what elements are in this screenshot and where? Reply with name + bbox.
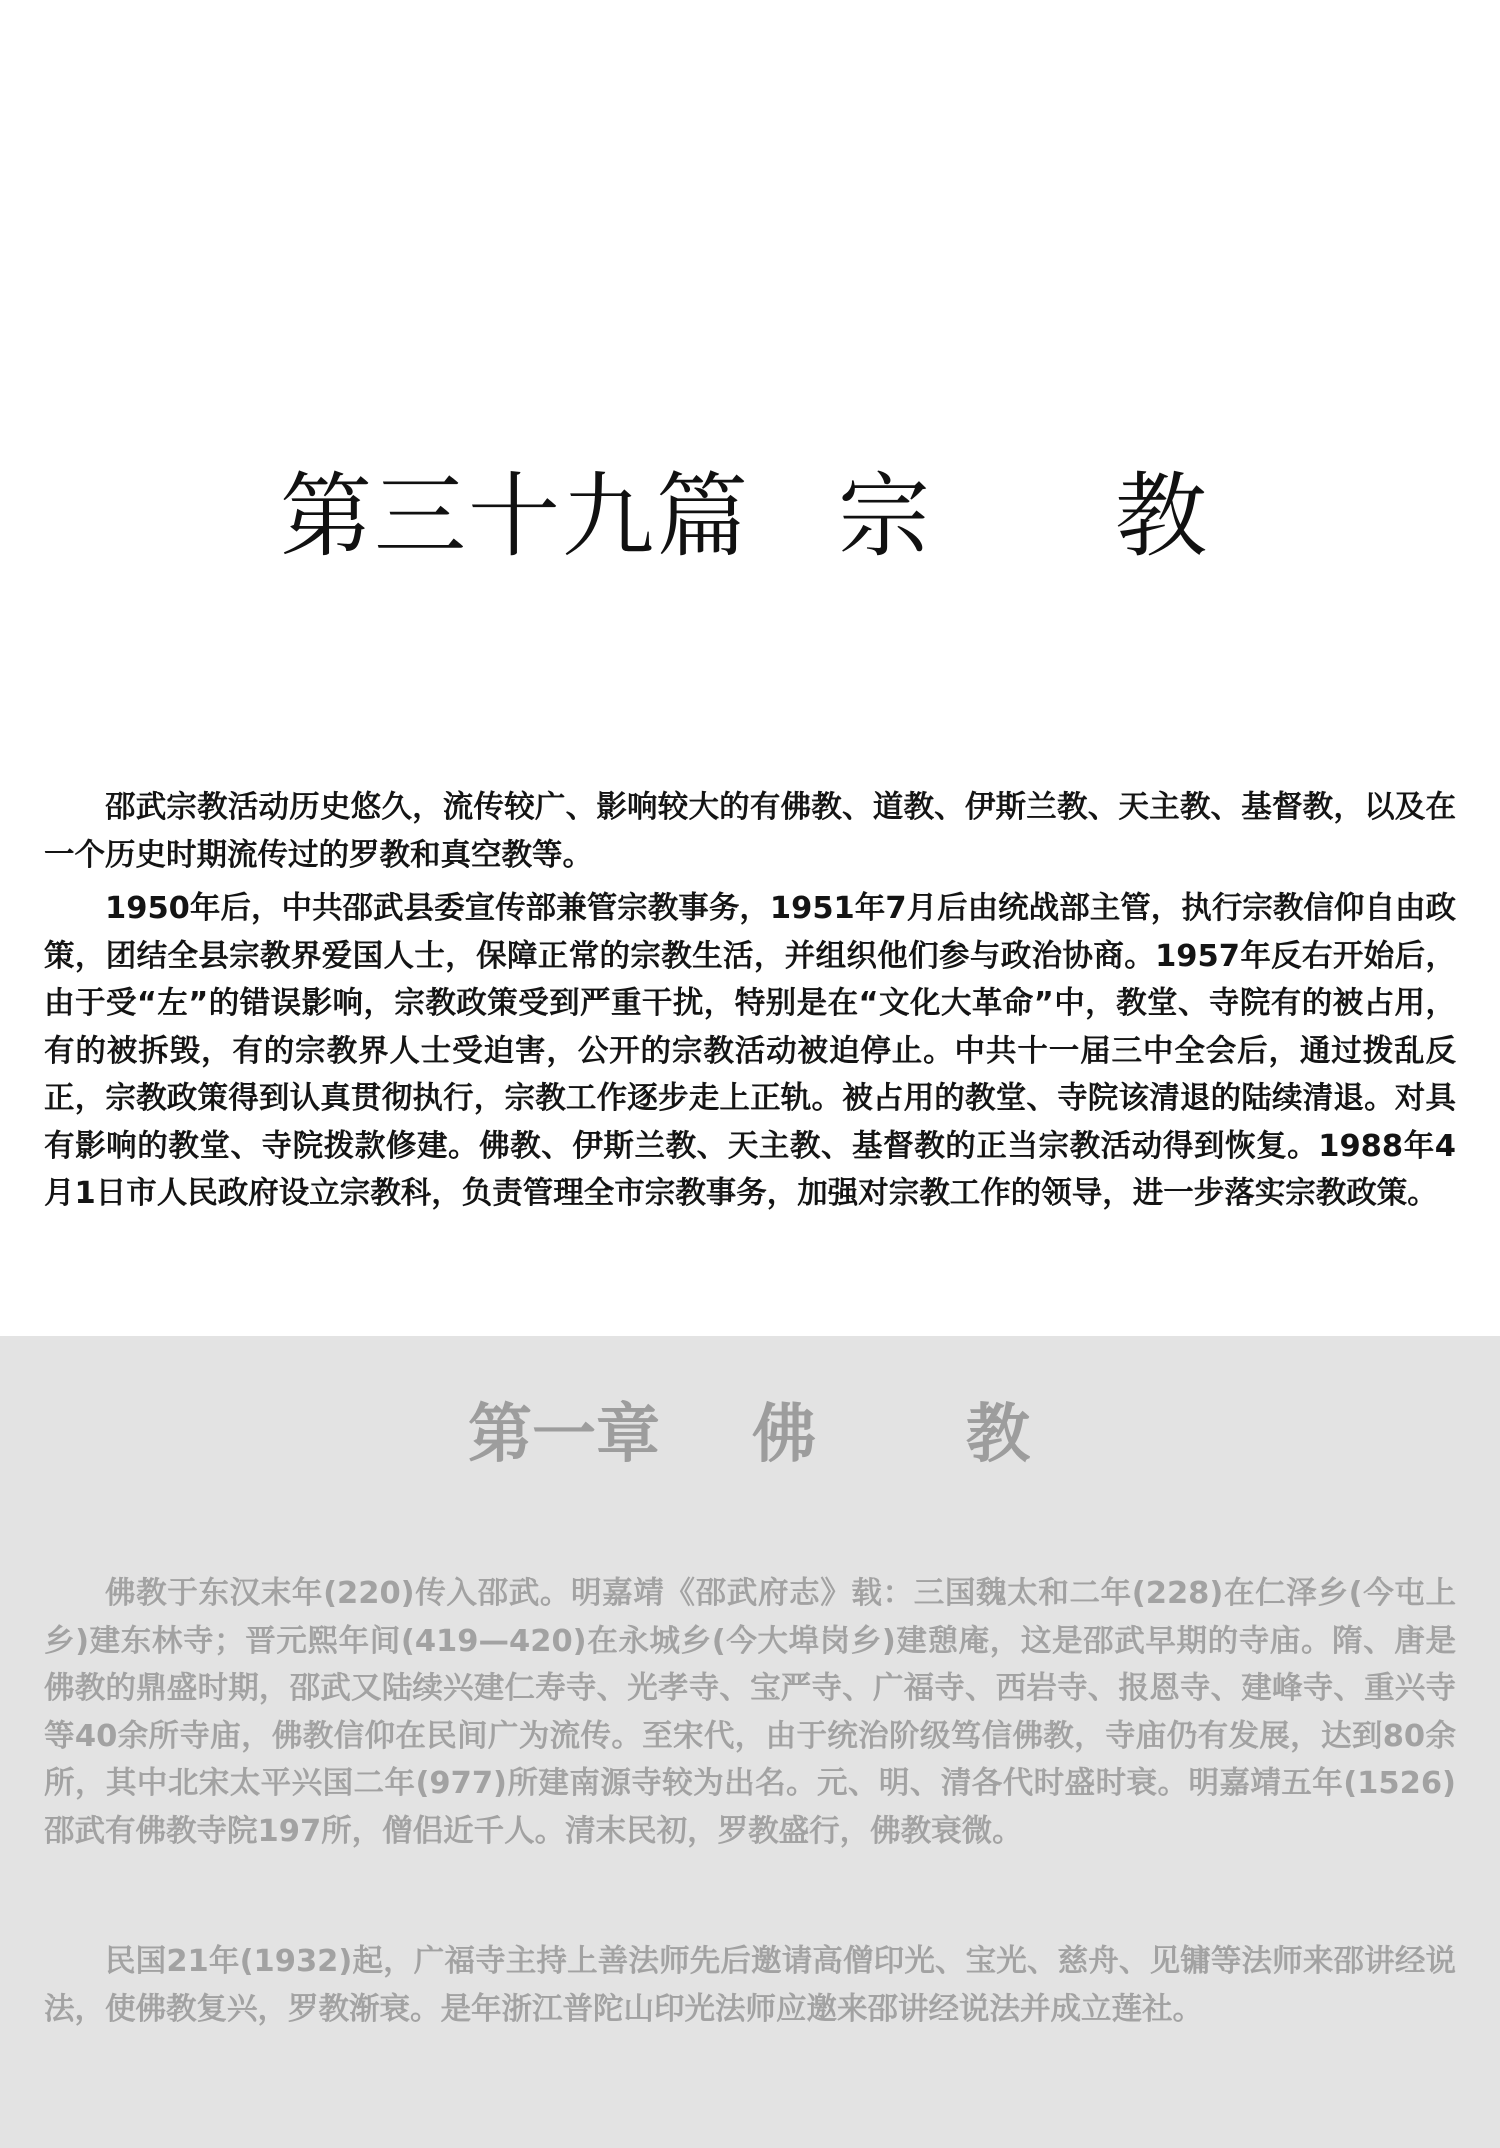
chapter-paragraph: 佛教于东汉末年(220)传入邵武。明嘉靖《邵武府志》载：三国魏太和二年(228)在仁泽乡(今屯上乡)建东林寺；晋元熙年间(419—420)在永城乡(今大埠岗乡)建憩庵，这是邵武早期的寺庙。隋、唐是佛教的鼎盛时期，邵武又陆续兴建仁寿寺、光孝寺、宝严寺、广福寺、西岩寺、报恩寺、建峰寺、重兴寺等40余所寺庙，佛教信仰在民间广为流传。至宋代，由于统治阶级笃信佛教，寺庙仍有发展，达到80余所，其中北宋太平兴国二年(977)所建南源寺较为出名。元、明、清各代时盛时衰。明嘉靖五年(1526)邵武有佛教寺院197所，僧侣近千人。清末民初，罗教盛行，佛教衰微。	[44, 1576, 1456, 1849]
chapter-paragraph: 民国21年(1932)起，广福寺主持上善法师先后邀请高僧印光、宝光、慈舟、见镛等法师来邵讲经说法，使佛教复兴，罗教渐衰。是年浙江普陀山印光法师应邀来邵讲经说法并成立莲社。	[44, 1944, 1456, 2027]
part-title	[0, 462, 1500, 572]
chapter-title	[0, 1385, 1500, 1485]
chapter-title-char-2: 教	[966, 1398, 1030, 1472]
part-title-char-2: 教	[1115, 463, 1208, 570]
chapter-title-char-1: 佛	[752, 1398, 816, 1472]
part-title-char-1: 宗	[838, 463, 931, 570]
intro-paragraph: 邵武宗教活动历史悠久，流传较广、影响较大的有佛教、道教、伊斯兰教、天主教、基督教，以及在一个历史时期流传过的罗教和真空教等。	[44, 790, 1456, 873]
part-title-number: 第三十九篇	[280, 463, 751, 570]
intro-paragraph: 1950年后，中共邵武县委宣传部兼管宗教事务，1951年7月后由统战部主管，执行宗教信仰自由政策，团结全县宗教界爱国人士，保障正常的宗教生活，并组织他们参与政治协商。1957年反右开始后，由于受“左”的错误影响，宗教政策受到严重干扰，特别是在“文化大革命”中，教堂、寺院有的被占用，有的被拆毁，有的宗教界人士受迫害，公开的宗教活动被迫停止。中共十一届三中全会后，通过拨乱反正，宗教政策得到认真贯彻执行，宗教工作逐步走上正轨。被占用的教堂、寺院该清退的陆续清退。对具有影响的教堂、寺院拨款修建。佛教、伊斯兰教、天主教、基督教的正当宗教活动得到恢复。1988年4月1日市人民政府设立宗教科，负责管理全市宗教事务，加强对宗教工作的领导，进一步落实宗教政策。	[44, 891, 1456, 1211]
chapter-title-number: 第一章	[468, 1398, 660, 1472]
